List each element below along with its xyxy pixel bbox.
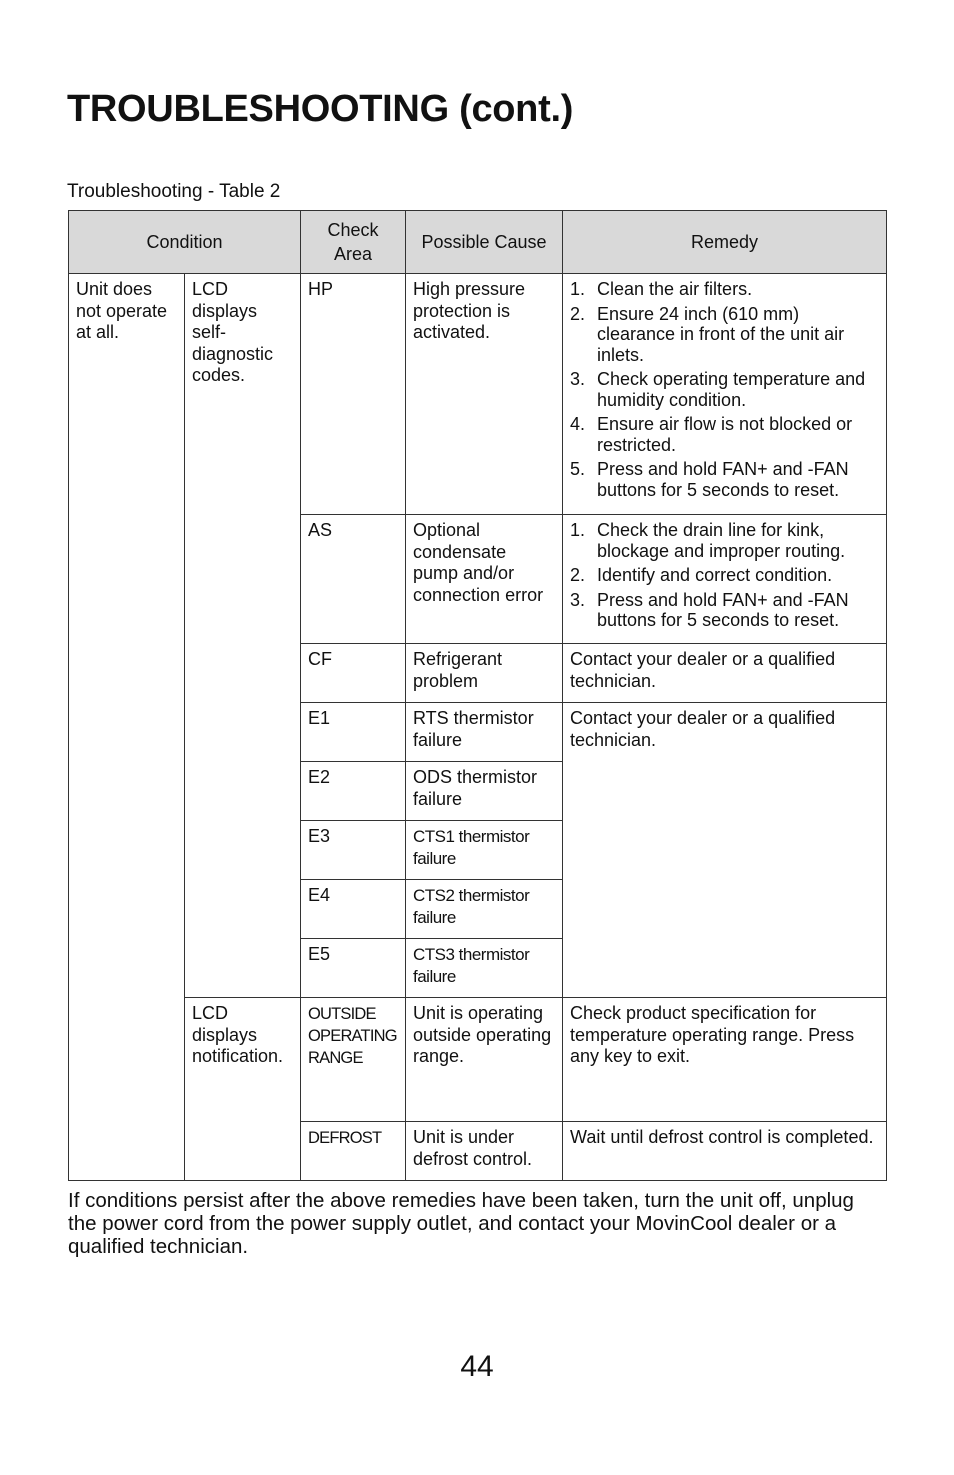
remedy-step: 2. Identify and correct condition. [570,565,833,585]
sub-condition-diagnostic: LCD displays self-diagnostic codes. [185,274,301,998]
cause-cell: CTS2 thermistor failure [406,880,563,939]
remedy-cell: Contact your dealer or a qualified technician. [563,703,887,998]
remedy-step: 3. Check operating temperature and humidity condition. [570,369,866,410]
check-area-cell: E5 [301,939,406,998]
condition-main: Unit does not operate at all. [69,274,185,1181]
check-area-cell: AS [301,515,406,644]
table-row [69,998,887,1122]
cause-cell: CTS3 thermistor failure [406,939,563,998]
header-remedy: Remedy [563,211,887,274]
check-area-cell: CF [301,644,406,703]
check-area-cell: E2 [301,762,406,821]
table-row [69,274,887,515]
check-area-cell: E4 [301,880,406,939]
cause-cell: CTS1 thermistor failure [406,821,563,880]
check-area-cell: HP [301,274,406,515]
cause-cell: Optional condensate pump and/or connection error [406,515,563,644]
table-caption: Troubleshooting - Table 2 [67,181,281,202]
remedy-step: 4. Ensure air flow is not blocked or restricted. [570,414,853,455]
remedy-steps [570,520,879,631]
remedy-step: 1. Clean the air filters. [570,279,753,299]
remedy-step: 5. Press and hold FAN+ and -FAN buttons for 5 seconds to reset. [570,459,849,500]
footer-note: If conditions persist after the above remedies have been taken, turn the unit off, unplug the power cord from the power supply outlet, and contact your MovinCool dealer or a qualified technician. [68,1189,854,1258]
cause-cell: Refrigerant problem [406,644,563,703]
cause-cell: High pressure protection is activated. [406,274,563,515]
check-area-cell: OUTSIDE OPERATING RANGE [301,998,406,1122]
sub-condition-notification: LCD displays notification. [185,998,301,1181]
remedy-step: 3. Press and hold FAN+ and -FAN buttons for 5 seconds to reset. [570,589,849,630]
cause-cell: Unit is under defrost control. [406,1122,563,1181]
page-title: TROUBLESHOOTING (cont.) [67,88,574,130]
remedy-cell [563,515,887,644]
check-area-cell: E1 [301,703,406,762]
check-area-cell: DEFROST [301,1122,406,1181]
remedy-steps [570,279,879,500]
troubleshooting-table [68,210,887,1181]
table-header-row [69,211,887,274]
remedy-cell: Contact your dealer or a qualified technician. [563,644,887,703]
cause-cell: ODS thermistor failure [406,762,563,821]
remedy-step: 1. Check the drain line for kink, blockage and improper routing. [570,520,846,561]
header-possible-cause: Possible Cause [406,211,563,274]
header-condition: Condition [69,211,301,274]
remedy-cell: Wait until defrost control is completed. [563,1122,887,1181]
remedy-step: 2. Ensure 24 inch (610 mm) clearance in front of the unit air inlets. [570,303,845,365]
cause-cell: Unit is operating outside operating range. [406,998,563,1122]
header-check-area: Check Area [301,211,406,274]
remedy-cell [563,274,887,515]
cause-cell: RTS thermistor failure [406,703,563,762]
check-area-cell: E3 [301,821,406,880]
remedy-cell: Check product specification for temperature operating range. Press any key to exit. [563,998,887,1122]
page-number: 44 [460,1350,494,1383]
